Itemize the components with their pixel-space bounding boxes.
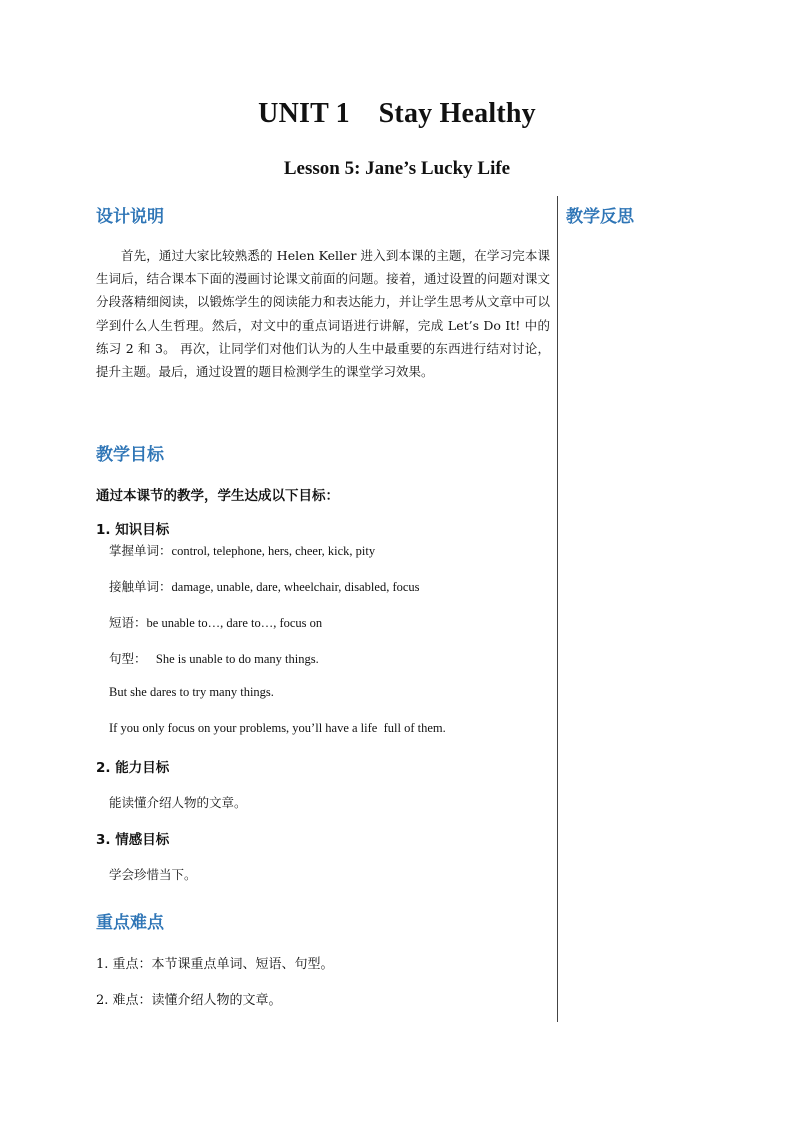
sentence-line-3: If you only focus on your problems, you’ll have a life full of them.: [109, 721, 446, 735]
knowledge-goal-title: 1. 知识目标: [96, 522, 170, 538]
difficulty-text: 读懂介绍人物的文章。: [151, 993, 282, 1008]
goals-heading: 教学目标: [96, 445, 164, 465]
master-words-line: [109, 541, 375, 559]
design-paragraph: 首先，通过大家比较熟悉的 Helen Keller 进入到本课的主题，在学习完本课生词后，结合课本下面的漫画讨论课文前面的问题。接着，通过设置的问题对课文分段落精细阅读，以锻炼学生的阅读能力和表达能力，并让学生思考从文章中可以学到什么人生哲理。然后，对文中的重点词语进行讲解，完成 Let’s Do It! 中的练习 2 和 3。 再次，让同学们对他们认为的人生中最重要的东西进行结对讨论，提升主题。最后，通过设置的题目检测学生的课堂学习效果。: [96, 248, 550, 380]
focus-line: [96, 953, 334, 972]
sentence-1: She is unable to do many things.: [155, 652, 319, 666]
keypoints-heading: 重点难点: [96, 913, 164, 933]
contact-words: damage, unable, dare, wheelchair, disabled, focus: [171, 580, 420, 594]
phrases-label: 短语：: [109, 615, 147, 630]
reflection-heading: 教学反思: [566, 207, 634, 227]
focus-text: 本节课重点单词、短语、句型。: [151, 957, 334, 972]
phrases-line: [109, 613, 322, 631]
contact-words-label: 接触单词：: [109, 579, 172, 594]
sentence-line-2: But she dares to try many things.: [109, 685, 274, 699]
lesson-title: Lesson 5: Jane’s Lucky Life: [283, 158, 511, 179]
difficulty-line: [96, 989, 282, 1008]
contact-words-line: [109, 577, 420, 595]
master-words: control, telephone, hers, cheer, kick, pity: [171, 544, 376, 558]
sentence-line-1: [109, 649, 319, 667]
ability-goal-title: 2. 能力目标: [96, 760, 170, 776]
goals-intro: 通过本课节的教学，学生达成以下目标：: [96, 488, 339, 504]
emotion-goal-title: 3. 情感目标: [96, 832, 170, 848]
difficulty-label: 2. 难点：: [96, 993, 152, 1008]
unit-title: UNIT 1 Stay Healthy: [258, 98, 536, 129]
emotion-goal-text: 学会珍惜当下。: [109, 867, 197, 882]
phrases: be unable to…, dare to…, focus on: [146, 616, 323, 630]
design-heading: 设计说明: [96, 207, 164, 227]
focus-label: 1. 重点：: [96, 957, 152, 972]
ability-goal-text: 能读懂介绍人物的文章。: [109, 795, 247, 810]
sentence-label: 句型：: [109, 651, 147, 666]
master-words-label: 掌握单词：: [109, 543, 172, 558]
column-divider: [557, 196, 558, 1022]
